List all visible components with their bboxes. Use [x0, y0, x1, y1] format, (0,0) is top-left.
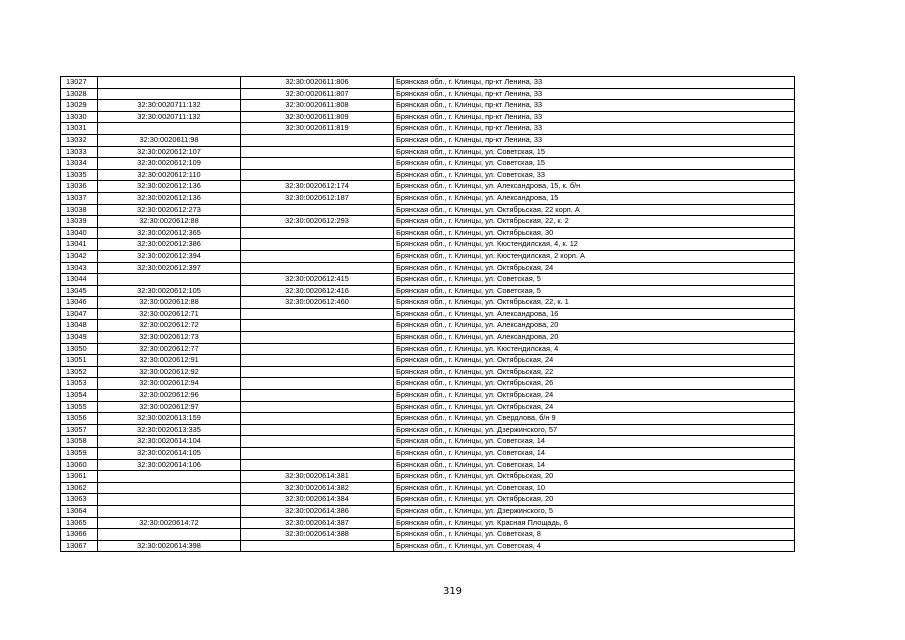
cadastral-code-cell: 32:30:0020612:92: [98, 366, 241, 378]
row-number-cell: 13063: [61, 494, 98, 506]
address-cell: Брянская обл., г. Клинцы, ул. Октябрьская, 24: [394, 401, 795, 413]
row-number-cell: 13056: [61, 413, 98, 425]
table-row: [61, 274, 795, 286]
table-row: [61, 77, 795, 89]
address-cell: Брянская обл., г. Клинцы, ул. Советская, 5: [394, 285, 795, 297]
table-row: [61, 100, 795, 112]
address-cell: Брянская обл., г. Клинцы, ул. Октябрьская, 30: [394, 227, 795, 239]
table-row: [61, 169, 795, 181]
row-number-cell: 13061: [61, 471, 98, 483]
cadastral-code-cell: 32:30:0020612:77: [98, 343, 241, 355]
row-number-cell: 13054: [61, 390, 98, 402]
row-number-cell: 13059: [61, 448, 98, 460]
address-cell: Брянская обл., г. Клинцы, ул. Кюстендилская, 4, к. 12: [394, 239, 795, 251]
address-cell: Брянская обл., г. Клинцы, ул. Советская, 14: [394, 459, 795, 471]
table-row: [61, 366, 795, 378]
table-row: [61, 146, 795, 158]
row-number-cell: 13036: [61, 181, 98, 193]
cadastral-code-secondary-cell: [241, 204, 394, 216]
cadastral-code-secondary-cell: 32:30:0020612:460: [241, 297, 394, 309]
cadastral-code-secondary-cell: 32:30:0020612:187: [241, 192, 394, 204]
row-number-cell: 13052: [61, 366, 98, 378]
row-number-cell: 13048: [61, 320, 98, 332]
address-cell: Брянская обл., г. Клинцы, ул. Александрова, 20: [394, 320, 795, 332]
table-row: [61, 320, 795, 332]
cadastral-code-secondary-cell: 32:30:0020614:384: [241, 494, 394, 506]
cadastral-code-secondary-cell: [241, 459, 394, 471]
cadastral-code-secondary-cell: [241, 390, 394, 402]
address-cell: Брянская обл., г. Клинцы, ул. Александрова, 20: [394, 332, 795, 344]
row-number-cell: 13058: [61, 436, 98, 448]
cadastral-code-cell: [98, 274, 241, 286]
address-cell: Брянская обл., г. Клинцы, пр-кт Ленина, 33: [394, 100, 795, 112]
cadastral-code-cell: 32:30:0020612:397: [98, 262, 241, 274]
address-cell: Брянская обл., г. Клинцы, ул. Октябрьская, 22: [394, 366, 795, 378]
address-cell: Брянская обл., г. Клинцы, ул. Советская, 4: [394, 540, 795, 552]
row-number-cell: 13028: [61, 88, 98, 100]
cadastral-code-cell: 32:30:0020612:105: [98, 285, 241, 297]
address-cell: Брянская обл., г. Клинцы, ул. Кюстендилская, 2 корп. А: [394, 250, 795, 262]
cadastral-code-secondary-cell: [241, 413, 394, 425]
cadastral-code-cell: 32:30:0020614:106: [98, 459, 241, 471]
table-row: [61, 285, 795, 297]
cadastral-code-cell: 32:30:0020612:94: [98, 378, 241, 390]
address-cell: Брянская обл., г. Клинцы, ул. Октябрьская, 24: [394, 262, 795, 274]
table-row: [61, 540, 795, 552]
table-row: [61, 192, 795, 204]
table-row: [61, 459, 795, 471]
table-row: [61, 471, 795, 483]
address-cell: Брянская обл., г. Клинцы, ул. Октябрьская, 22 корп. А: [394, 204, 795, 216]
cadastral-code-secondary-cell: [241, 158, 394, 170]
cadastral-code-secondary-cell: 32:30:0020611:809: [241, 111, 394, 123]
cadastral-code-secondary-cell: 32:30:0020614:381: [241, 471, 394, 483]
row-number-cell: 13045: [61, 285, 98, 297]
row-number-cell: 13050: [61, 343, 98, 355]
address-cell: Брянская обл., г. Клинцы, ул. Свердлова, б/н 9: [394, 413, 795, 425]
table-row: [61, 134, 795, 146]
row-number-cell: 13049: [61, 332, 98, 344]
cadastral-code-cell: 32:30:0020612:91: [98, 355, 241, 367]
address-cell: Брянская обл., г. Клинцы, ул. Октябрьская, 26: [394, 378, 795, 390]
cadastral-code-secondary-cell: 32:30:0020611:807: [241, 88, 394, 100]
cadastral-code-secondary-cell: [241, 308, 394, 320]
row-number-cell: 13041: [61, 239, 98, 251]
cadastral-code-secondary-cell: [241, 540, 394, 552]
cadastral-code-secondary-cell: 32:30:0020614:388: [241, 529, 394, 541]
address-cell: Брянская обл., г. Клинцы, ул. Александрова, 16: [394, 308, 795, 320]
row-number-cell: 13046: [61, 297, 98, 309]
table-row: [61, 216, 795, 228]
address-cell: Брянская обл., г. Клинцы, ул. Кюстендилская, 4: [394, 343, 795, 355]
cadastral-code-secondary-cell: [241, 448, 394, 460]
row-number-cell: 13029: [61, 100, 98, 112]
row-number-cell: 13042: [61, 250, 98, 262]
cadastral-code-secondary-cell: 32:30:0020614:382: [241, 482, 394, 494]
cadastral-code-cell: 32:30:0020612:394: [98, 250, 241, 262]
cadastral-code-cell: 32:30:0020612:386: [98, 239, 241, 251]
row-number-cell: 13053: [61, 378, 98, 390]
cadastral-code-secondary-cell: [241, 320, 394, 332]
row-number-cell: 13030: [61, 111, 98, 123]
address-cell: Брянская обл., г. Клинцы, ул. Дзержинского, 5: [394, 505, 795, 517]
table-body: [61, 77, 795, 552]
table-row: [61, 204, 795, 216]
table-row: [61, 88, 795, 100]
cadastral-code-secondary-cell: [241, 424, 394, 436]
row-number-cell: 13065: [61, 517, 98, 529]
cadastral-code-secondary-cell: [241, 378, 394, 390]
cadastral-code-secondary-cell: 32:30:0020614:386: [241, 505, 394, 517]
table-row: [61, 239, 795, 251]
address-cell: Брянская обл., г. Клинцы, пр-кт Ленина, 33: [394, 88, 795, 100]
cadastral-code-cell: 32:30:0020612:107: [98, 146, 241, 158]
cadastral-code-cell: 32:30:0020612:72: [98, 320, 241, 332]
address-cell: Брянская обл., г. Клинцы, ул. Советская, 15: [394, 158, 795, 170]
row-number-cell: 13039: [61, 216, 98, 228]
cadastral-code-secondary-cell: [241, 436, 394, 448]
table-row: [61, 262, 795, 274]
row-number-cell: 13040: [61, 227, 98, 239]
row-number-cell: 13060: [61, 459, 98, 471]
cadastral-code-secondary-cell: [241, 134, 394, 146]
row-number-cell: 13064: [61, 505, 98, 517]
address-cell: Брянская обл., г. Клинцы, ул. Советская, 15: [394, 146, 795, 158]
cadastral-code-cell: 32:30:0020612:71: [98, 308, 241, 320]
cadastral-code-cell: 32:30:0020611:98: [98, 134, 241, 146]
row-number-cell: 13038: [61, 204, 98, 216]
cadastral-code-cell: [98, 482, 241, 494]
row-number-cell: 13066: [61, 529, 98, 541]
row-number-cell: 13047: [61, 308, 98, 320]
cadastral-code-cell: 32:30:0020711:132: [98, 100, 241, 112]
cadastral-code-cell: 32:30:0020612:88: [98, 297, 241, 309]
row-number-cell: 13051: [61, 355, 98, 367]
row-number-cell: 13037: [61, 192, 98, 204]
address-cell: Брянская обл., г. Клинцы, ул. Красная Площадь, 6: [394, 517, 795, 529]
cadastral-code-cell: [98, 123, 241, 135]
table-row: [61, 401, 795, 413]
row-number-cell: 13032: [61, 134, 98, 146]
address-cell: Брянская обл., г. Клинцы, ул. Советская, 8: [394, 529, 795, 541]
cadastral-code-secondary-cell: [241, 227, 394, 239]
address-cell: Брянская обл., г. Клинцы, ул. Советская, 14: [394, 448, 795, 460]
row-number-cell: 13043: [61, 262, 98, 274]
address-cell: Брянская обл., г. Клинцы, ул. Советская, 14: [394, 436, 795, 448]
cadastral-code-secondary-cell: 32:30:0020612:416: [241, 285, 394, 297]
address-cell: Брянская обл., г. Клинцы, пр-кт Ленина, 33: [394, 111, 795, 123]
cadastral-code-cell: 32:30:0020613:335: [98, 424, 241, 436]
table-row: [61, 494, 795, 506]
row-number-cell: 13067: [61, 540, 98, 552]
table-row: [61, 413, 795, 425]
table-row: [61, 505, 795, 517]
cadastral-code-cell: [98, 494, 241, 506]
cadastral-code-cell: 32:30:0020614:72: [98, 517, 241, 529]
address-cell: Брянская обл., г. Клинцы, пр-кт Ленина, 33: [394, 134, 795, 146]
cadastral-code-cell: [98, 529, 241, 541]
cadastral-code-cell: 32:30:0020613:159: [98, 413, 241, 425]
cadastral-code-secondary-cell: 32:30:0020614:387: [241, 517, 394, 529]
cadastral-code-secondary-cell: 32:30:0020611:819: [241, 123, 394, 135]
row-number-cell: 13035: [61, 169, 98, 181]
cadastral-code-cell: [98, 88, 241, 100]
cadastral-code-cell: 32:30:0020614:398: [98, 540, 241, 552]
cadastral-table: [60, 76, 795, 552]
table-row: [61, 227, 795, 239]
cadastral-code-secondary-cell: [241, 355, 394, 367]
address-cell: Брянская обл., г. Клинцы, ул. Октябрьская, 24: [394, 390, 795, 402]
row-number-cell: 13033: [61, 146, 98, 158]
table-row: [61, 448, 795, 460]
page-number: 319: [442, 586, 463, 597]
cadastral-code-cell: 32:30:0020612:110: [98, 169, 241, 181]
cadastral-code-secondary-cell: 32:30:0020612:293: [241, 216, 394, 228]
row-number-cell: 13055: [61, 401, 98, 413]
cadastral-code-secondary-cell: [241, 332, 394, 344]
address-cell: Брянская обл., г. Клинцы, ул. Октябрьская, 20: [394, 494, 795, 506]
table-row: [61, 355, 795, 367]
cadastral-code-cell: 32:30:0020612:96: [98, 390, 241, 402]
cadastral-code-secondary-cell: 32:30:0020611:806: [241, 77, 394, 89]
address-cell: Брянская обл., г. Клинцы, ул. Октябрьская, 22, к. 1: [394, 297, 795, 309]
table-row: [61, 123, 795, 135]
cadastral-code-cell: 32:30:0020612:109: [98, 158, 241, 170]
address-cell: Брянская обл., г. Клинцы, ул. Советская, 5: [394, 274, 795, 286]
cadastral-code-cell: 32:30:0020614:105: [98, 448, 241, 460]
address-cell: Брянская обл., г. Клинцы, ул. Октябрьская, 20: [394, 471, 795, 483]
cadastral-code-secondary-cell: [241, 366, 394, 378]
cadastral-code-cell: 32:30:0020612:136: [98, 181, 241, 193]
row-number-cell: 13062: [61, 482, 98, 494]
table-row: [61, 111, 795, 123]
cadastral-code-secondary-cell: [241, 262, 394, 274]
row-number-cell: 13044: [61, 274, 98, 286]
cadastral-code-secondary-cell: 32:30:0020611:808: [241, 100, 394, 112]
cadastral-code-cell: 32:30:0020612:88: [98, 216, 241, 228]
cadastral-code-secondary-cell: [241, 401, 394, 413]
table-row: [61, 308, 795, 320]
address-cell: Брянская обл., г. Клинцы, пр-кт Ленина, 33: [394, 77, 795, 89]
address-cell: Брянская обл., г. Клинцы, ул. Дзержинского, 57: [394, 424, 795, 436]
table-row: [61, 436, 795, 448]
table-row: [61, 424, 795, 436]
cadastral-code-cell: 32:30:0020612:273: [98, 204, 241, 216]
cadastral-code-cell: 32:30:0020612:73: [98, 332, 241, 344]
table-row: [61, 482, 795, 494]
table-row: [61, 181, 795, 193]
cadastral-code-cell: 32:30:0020612:97: [98, 401, 241, 413]
table-row: [61, 158, 795, 170]
cadastral-code-secondary-cell: [241, 146, 394, 158]
cadastral-code-cell: 32:30:0020612:365: [98, 227, 241, 239]
cadastral-code-secondary-cell: [241, 250, 394, 262]
cadastral-code-cell: 32:30:0020612:136: [98, 192, 241, 204]
cadastral-code-cell: [98, 77, 241, 89]
address-cell: Брянская обл., г. Клинцы, ул. Александрова, 15, к. б/н: [394, 181, 795, 193]
row-number-cell: 13034: [61, 158, 98, 170]
cadastral-code-secondary-cell: [241, 169, 394, 181]
row-number-cell: 13057: [61, 424, 98, 436]
table-row: [61, 529, 795, 541]
cadastral-code-secondary-cell: 32:30:0020612:174: [241, 181, 394, 193]
address-cell: Брянская обл., г. Клинцы, ул. Советская, 33: [394, 169, 795, 181]
cadastral-code-cell: 32:30:0020614:104: [98, 436, 241, 448]
cadastral-code-secondary-cell: [241, 239, 394, 251]
row-number-cell: 13027: [61, 77, 98, 89]
cadastral-code-secondary-cell: 32:30:0020612:415: [241, 274, 394, 286]
address-cell: Брянская обл., г. Клинцы, ул. Александрова, 15: [394, 192, 795, 204]
cadastral-code-cell: [98, 505, 241, 517]
address-cell: Брянская обл., г. Клинцы, ул. Советская, 10: [394, 482, 795, 494]
table-row: [61, 332, 795, 344]
address-cell: Брянская обл., г. Клинцы, ул. Октябрьская, 22, к. 2: [394, 216, 795, 228]
table-row: [61, 250, 795, 262]
cadastral-code-cell: 32:30:0020711:132: [98, 111, 241, 123]
cadastral-code-secondary-cell: [241, 343, 394, 355]
table-row: [61, 517, 795, 529]
table-row: [61, 390, 795, 402]
address-cell: Брянская обл., г. Клинцы, ул. Октябрьская, 24: [394, 355, 795, 367]
row-number-cell: 13031: [61, 123, 98, 135]
table-row: [61, 378, 795, 390]
table-row: [61, 297, 795, 309]
address-cell: Брянская обл., г. Клинцы, пр-кт Ленина, 33: [394, 123, 795, 135]
cadastral-code-cell: [98, 471, 241, 483]
table-row: [61, 343, 795, 355]
